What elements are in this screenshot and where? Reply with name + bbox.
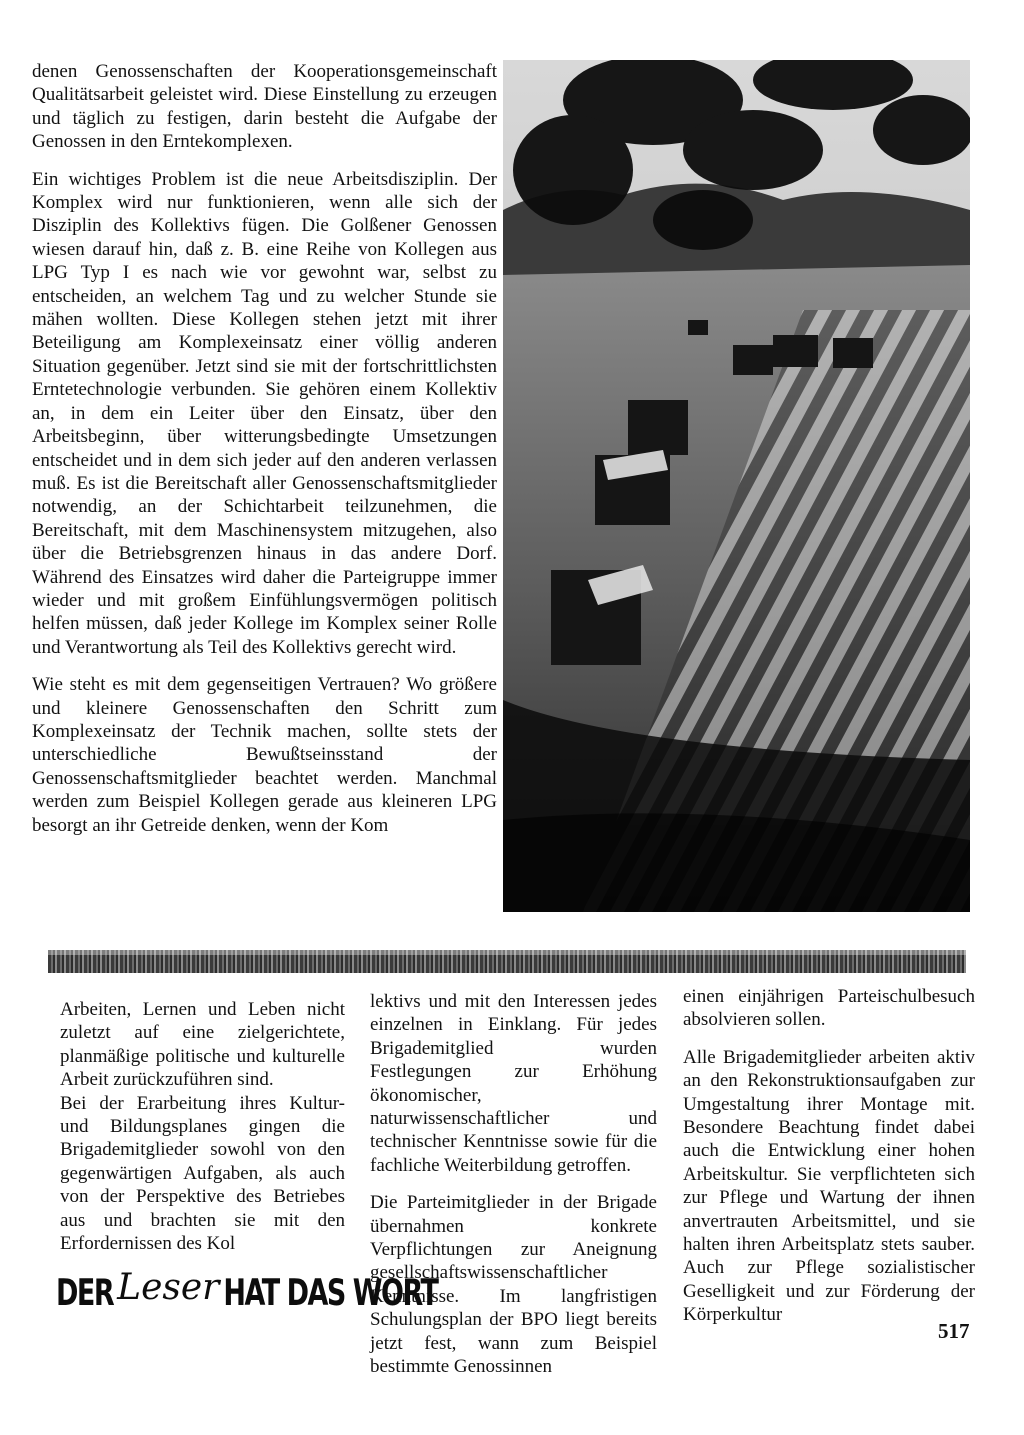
logo-text-leser: Leser bbox=[117, 1266, 220, 1308]
logo-text-hat-das-wort: HAT DAS WORT bbox=[223, 1272, 438, 1314]
letters-column-3 bbox=[683, 985, 975, 1327]
paragraph: lektivs und mit den Interessen jedes einzelnen in Einklang. Für jedes Brigademitglied wurden Festlegungen zur Erhöhung ökonomischer, naturwissenschaftlicher und technischer Kenntnisse sowie für die fachliche Weiterbildung getroffen. bbox=[370, 991, 657, 1176]
letters-column-1 bbox=[60, 998, 345, 1255]
paragraph: Arbeiten, Lernen und Leben nicht zuletzt auf eine zielgerichtete, planmäßige politische und kulturelle Arbeit zurückzuführen sind. bbox=[60, 999, 345, 1091]
article-column-top bbox=[32, 60, 497, 837]
paragraph: denen Genossenschaften der Kooperationsgemeinschaft Qualitätsarbeit geleistet wird. Diese Einstellung zu erzeugen und täglich zu festigen, darin besteht die Aufgabe der Genossen in den Erntekomplexen. bbox=[32, 61, 497, 153]
paragraph: Die Parteimitglieder in der Brigade übernahmen konkrete Verpflichtungen zur Aneignung gesellschaftswissenschaftlicher Kenntnisse. Im langfristigen Schulungsplan der BPO liegt bereits jetzt fest, wann zum Beispiel bestimmte Genossinnen bbox=[370, 1192, 657, 1378]
paragraph: Bei der Erarbeitung ihres Kultur- und Bildungsplanes gingen die Brigademitglieder sowohl von den gegenwärtigen Aufgaben, als auch von der Perspektive des Betriebes aus und brachten sie mit den Erfordernissen des Kol bbox=[60, 1092, 345, 1255]
section-logo bbox=[56, 1266, 438, 1318]
page-number: 517 bbox=[938, 1319, 970, 1343]
letters-column-2 bbox=[370, 990, 657, 1379]
paragraph: einen einjährigen Parteischulbesuch absolvieren sollen. bbox=[683, 986, 975, 1031]
paragraph: Wie steht es mit dem gegenseitigen Vertrauen? Wo größere und kleinere Genossenschaften den Schritt zum Komplexeinsatz der Technik machen, sollte stets der unterschiedliche Bewußtseinsstand der Genossenschaftsmitglieder beachtet werden. Manchmal werden zum Beispiel Kollegen gerade aus kleineren LPG besorgt an ihr Getreide denken, wenn der Kom bbox=[32, 674, 497, 836]
harvest-photo bbox=[503, 60, 970, 912]
paragraph: Alle Brigademitglieder arbeiten aktiv an den Rekonstruktionsaufgaben zur Umgestaltung ihrer Montage mit. Besondere Beachtung findet dabei auch die Entwicklung einer hohen Arbeitskultur. Sie verpflichteten sich zur Pflege und Wartung der ihnen anvertrauten Arbeitsmittel, und sie halten ihren Arbeitsplatz stets sauber. Auch zur Pflege sozialistischer Geselligkeit und zur Förderung der Körperkultur bbox=[683, 1046, 975, 1326]
paragraph: Ein wichtiges Problem ist die neue Arbeitsdisziplin. Der Komplex wird nur funktionieren, wenn alle sich der Disziplin des Kollektivs fügen. Die Golßener Genossen wiesen darauf hin, daß z. B. eine Reihe von Kollegen aus LPG Typ I es nach wie vor gewohnt war, selbst zu entscheiden, an welchem Tag und zu welcher Stunde sie mähen wollten. Diese Kollegen stehen jetzt mit ihrer Beteiligung am Komplexeinsatz einer völlig anderen Situation gegenüber. Jetzt sind sie mit der fortschrittlichsten Erntetechnologie verbunden. Sie gehören einem Kollektiv an, in dem ein Leiter über den Einsatz, über den Arbeitsbeginn, über witterungsbedingte Umsetzungen entscheidet und in dem sich jeder auf den anderen verlassen muß. Es ist die Bereitschaft aller Genossenschaftsmitglieder notwendig, an der Schichtarbeit teilzunehmen, die Bereitschaft, mit dem Maschinensystem mitzugehen, also über die Betriebsgrenzen hinaus in das andere Dorf. Während des Einsatzes wird daher die Parteigruppe immer wieder und mit großem Einfühlungsvermögen politisch helfen müssen, daß jeder Kollege im Komplex seiner Rolle und Verantwortung als Teil des Kollektivs gerecht wird. bbox=[32, 168, 497, 658]
section-divider bbox=[48, 950, 966, 973]
harvest-photo-image bbox=[503, 60, 970, 912]
logo-text-der: DER bbox=[56, 1272, 114, 1314]
